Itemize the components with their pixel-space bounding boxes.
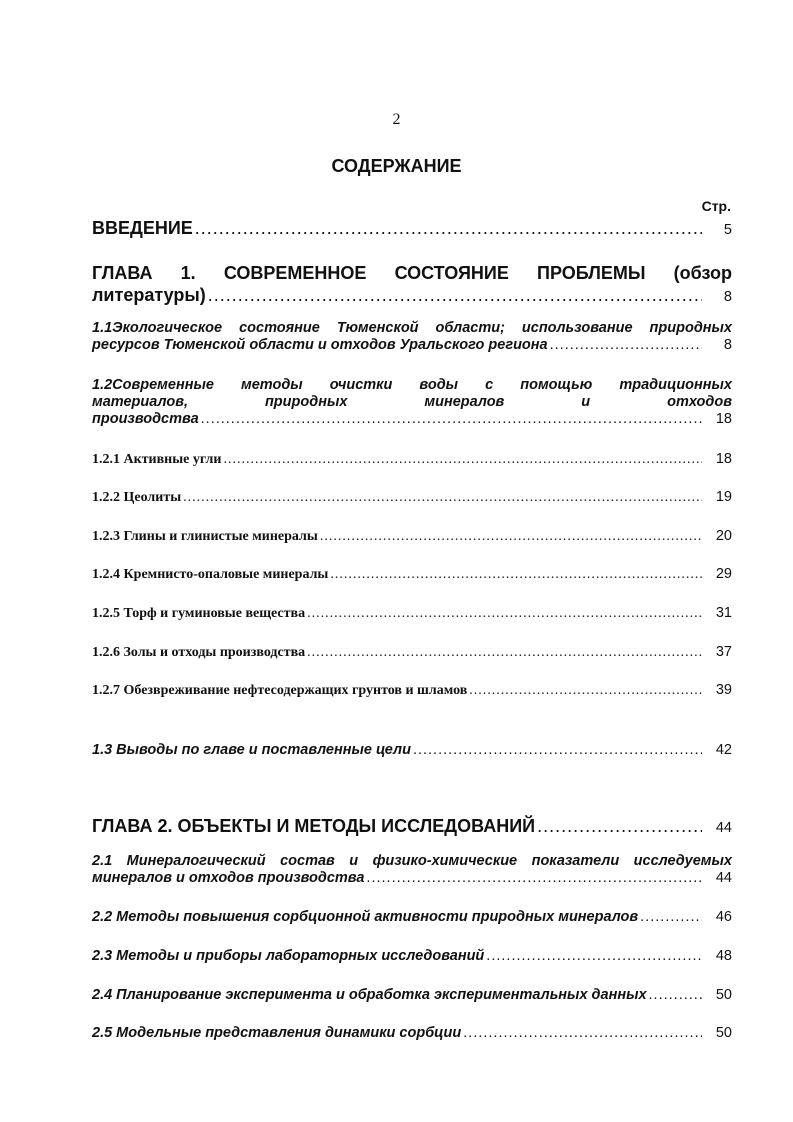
toc-entry-text: ВВЕДЕНИЕ (92, 218, 193, 238)
toc-entry-1-3 (92, 742, 732, 759)
toc-page-number: 37 (715, 644, 732, 660)
toc-entry-text-cont: литературы) (92, 285, 206, 305)
toc-entry-text: 1.2.2 Цеолиты (92, 490, 182, 505)
toc-entry-text: 1.3 Выводы по главе и поставленные цели (92, 742, 411, 758)
toc-page-number: 8 (723, 289, 732, 305)
page-number: 2 (392, 111, 401, 128)
toc-entry-text: 1.2.5 Торф и гуминовые вещества (92, 606, 306, 621)
toc-entry-text: 1.2.7 Обезвреживание нефтесодержащих грунтов и шламов (92, 683, 468, 698)
dot-leader (330, 567, 702, 583)
toc-page-number: 42 (715, 742, 732, 758)
toc-entry-1-2-6 (92, 644, 732, 661)
toc-page-number: 5 (723, 222, 732, 238)
toc-entry-2-5 (92, 1025, 732, 1042)
toc-entry-1-2-2 (92, 489, 732, 506)
toc-entry-1-2-5 (92, 605, 732, 622)
toc-entry-1-2-1 (92, 451, 732, 468)
dot-leader (183, 490, 702, 506)
toc-entry-text-cont: материалов, природных минералов и отходов (92, 394, 732, 410)
toc-page-number: 8 (723, 337, 732, 353)
dot-leader (307, 606, 702, 622)
dot-leader (208, 284, 702, 306)
toc-page-number: 46 (715, 909, 732, 925)
toc-entry-2-1 (92, 853, 732, 887)
toc-page-number: 20 (715, 528, 732, 544)
toc-entry-1-2-7 (92, 682, 732, 699)
dot-leader (366, 870, 702, 887)
toc-entry-text: 1.1Экологическое состояние Тюменской области; использование природных (92, 320, 732, 336)
toc-page-number: 48 (715, 948, 732, 964)
dot-leader (537, 815, 702, 837)
toc-page-number: 44 (715, 820, 732, 836)
dot-leader (463, 1025, 702, 1042)
toc-entry-text: ГЛАВА 1. СОВРЕМЕННОЕ СОСТОЯНИЕ ПРОБЛЕМЫ (обзор (92, 263, 732, 283)
toc-entry-text: 2.3 Методы и приборы лабораторных исследований (92, 948, 485, 964)
dot-leader (469, 683, 702, 699)
toc-entry-text-cont: производства (92, 411, 199, 427)
toc-page-number: 39 (715, 682, 732, 698)
toc-page-number: 19 (715, 489, 732, 505)
toc-entry-2-4 (92, 987, 732, 1004)
dot-leader (320, 529, 702, 545)
toc-entry-1-2-3 (92, 528, 732, 545)
dot-leader (413, 742, 702, 759)
toc-entry-text: 2.5 Модельные представления динамики сорбции (92, 1025, 462, 1041)
toc-page-number: 29 (715, 566, 732, 582)
toc-entry-2-2 (92, 909, 732, 926)
toc-entry-chapter-1 (92, 262, 732, 308)
toc-entry-text-cont: ресурсов Тюменской области и отходов Уральского региона (92, 337, 548, 353)
page-title: СОДЕРЖАНИЕ (331, 156, 462, 176)
toc-entry-1-2 (92, 377, 732, 428)
toc-entry-text: 1.2Современные методы очистки воды с помощью традиционных (92, 377, 732, 393)
dot-leader (201, 411, 702, 428)
toc-entry-1-2-4 (92, 566, 732, 583)
toc-entry-text: 1.2.1 Активные угли (92, 452, 222, 467)
toc-entry-text: ГЛАВА 2. ОБЪЕКТЫ И МЕТОДЫ ИССЛЕДОВАНИЙ (92, 816, 536, 836)
toc-page-number: 50 (715, 1025, 732, 1041)
toc-entry-1-1 (92, 320, 732, 354)
toc-entry-text: 1.2.4 Кремнисто-опаловые минералы (92, 567, 329, 582)
toc-entry-text: 2.4 Планирование эксперимента и обработка экспериментальных данных (92, 987, 647, 1003)
toc-page-number: 18 (715, 411, 732, 427)
toc-entry-text: 1.2.6 Золы и отходы производства (92, 645, 306, 660)
toc-page-number: 31 (715, 605, 732, 621)
dot-leader (486, 948, 702, 965)
toc-entry-text: 1.2.3 Глины и глинистые минералы (92, 529, 318, 544)
dot-leader (307, 645, 702, 661)
toc-entry-2-3 (92, 948, 732, 965)
toc-entry-text: 2.2 Методы повышения сорбционной активности природных минералов (92, 909, 639, 925)
dot-leader (223, 452, 702, 468)
toc-entry-chapter-2 (92, 815, 732, 839)
dot-leader (649, 987, 702, 1004)
dot-leader (195, 218, 702, 239)
dot-leader (640, 909, 702, 926)
toc-entry-intro (92, 218, 732, 239)
toc-page-number: 18 (715, 451, 732, 467)
toc-page-number: 44 (715, 870, 732, 886)
toc-entry-text-cont: минералов и отходов производства (92, 870, 365, 886)
page-column-header: Стр. (701, 198, 731, 214)
toc-entry-text: 2.1 Минералогический состав и физико-химические показатели исследуемых (92, 853, 732, 869)
toc-page-number: 50 (715, 987, 732, 1003)
dot-leader (550, 337, 702, 354)
